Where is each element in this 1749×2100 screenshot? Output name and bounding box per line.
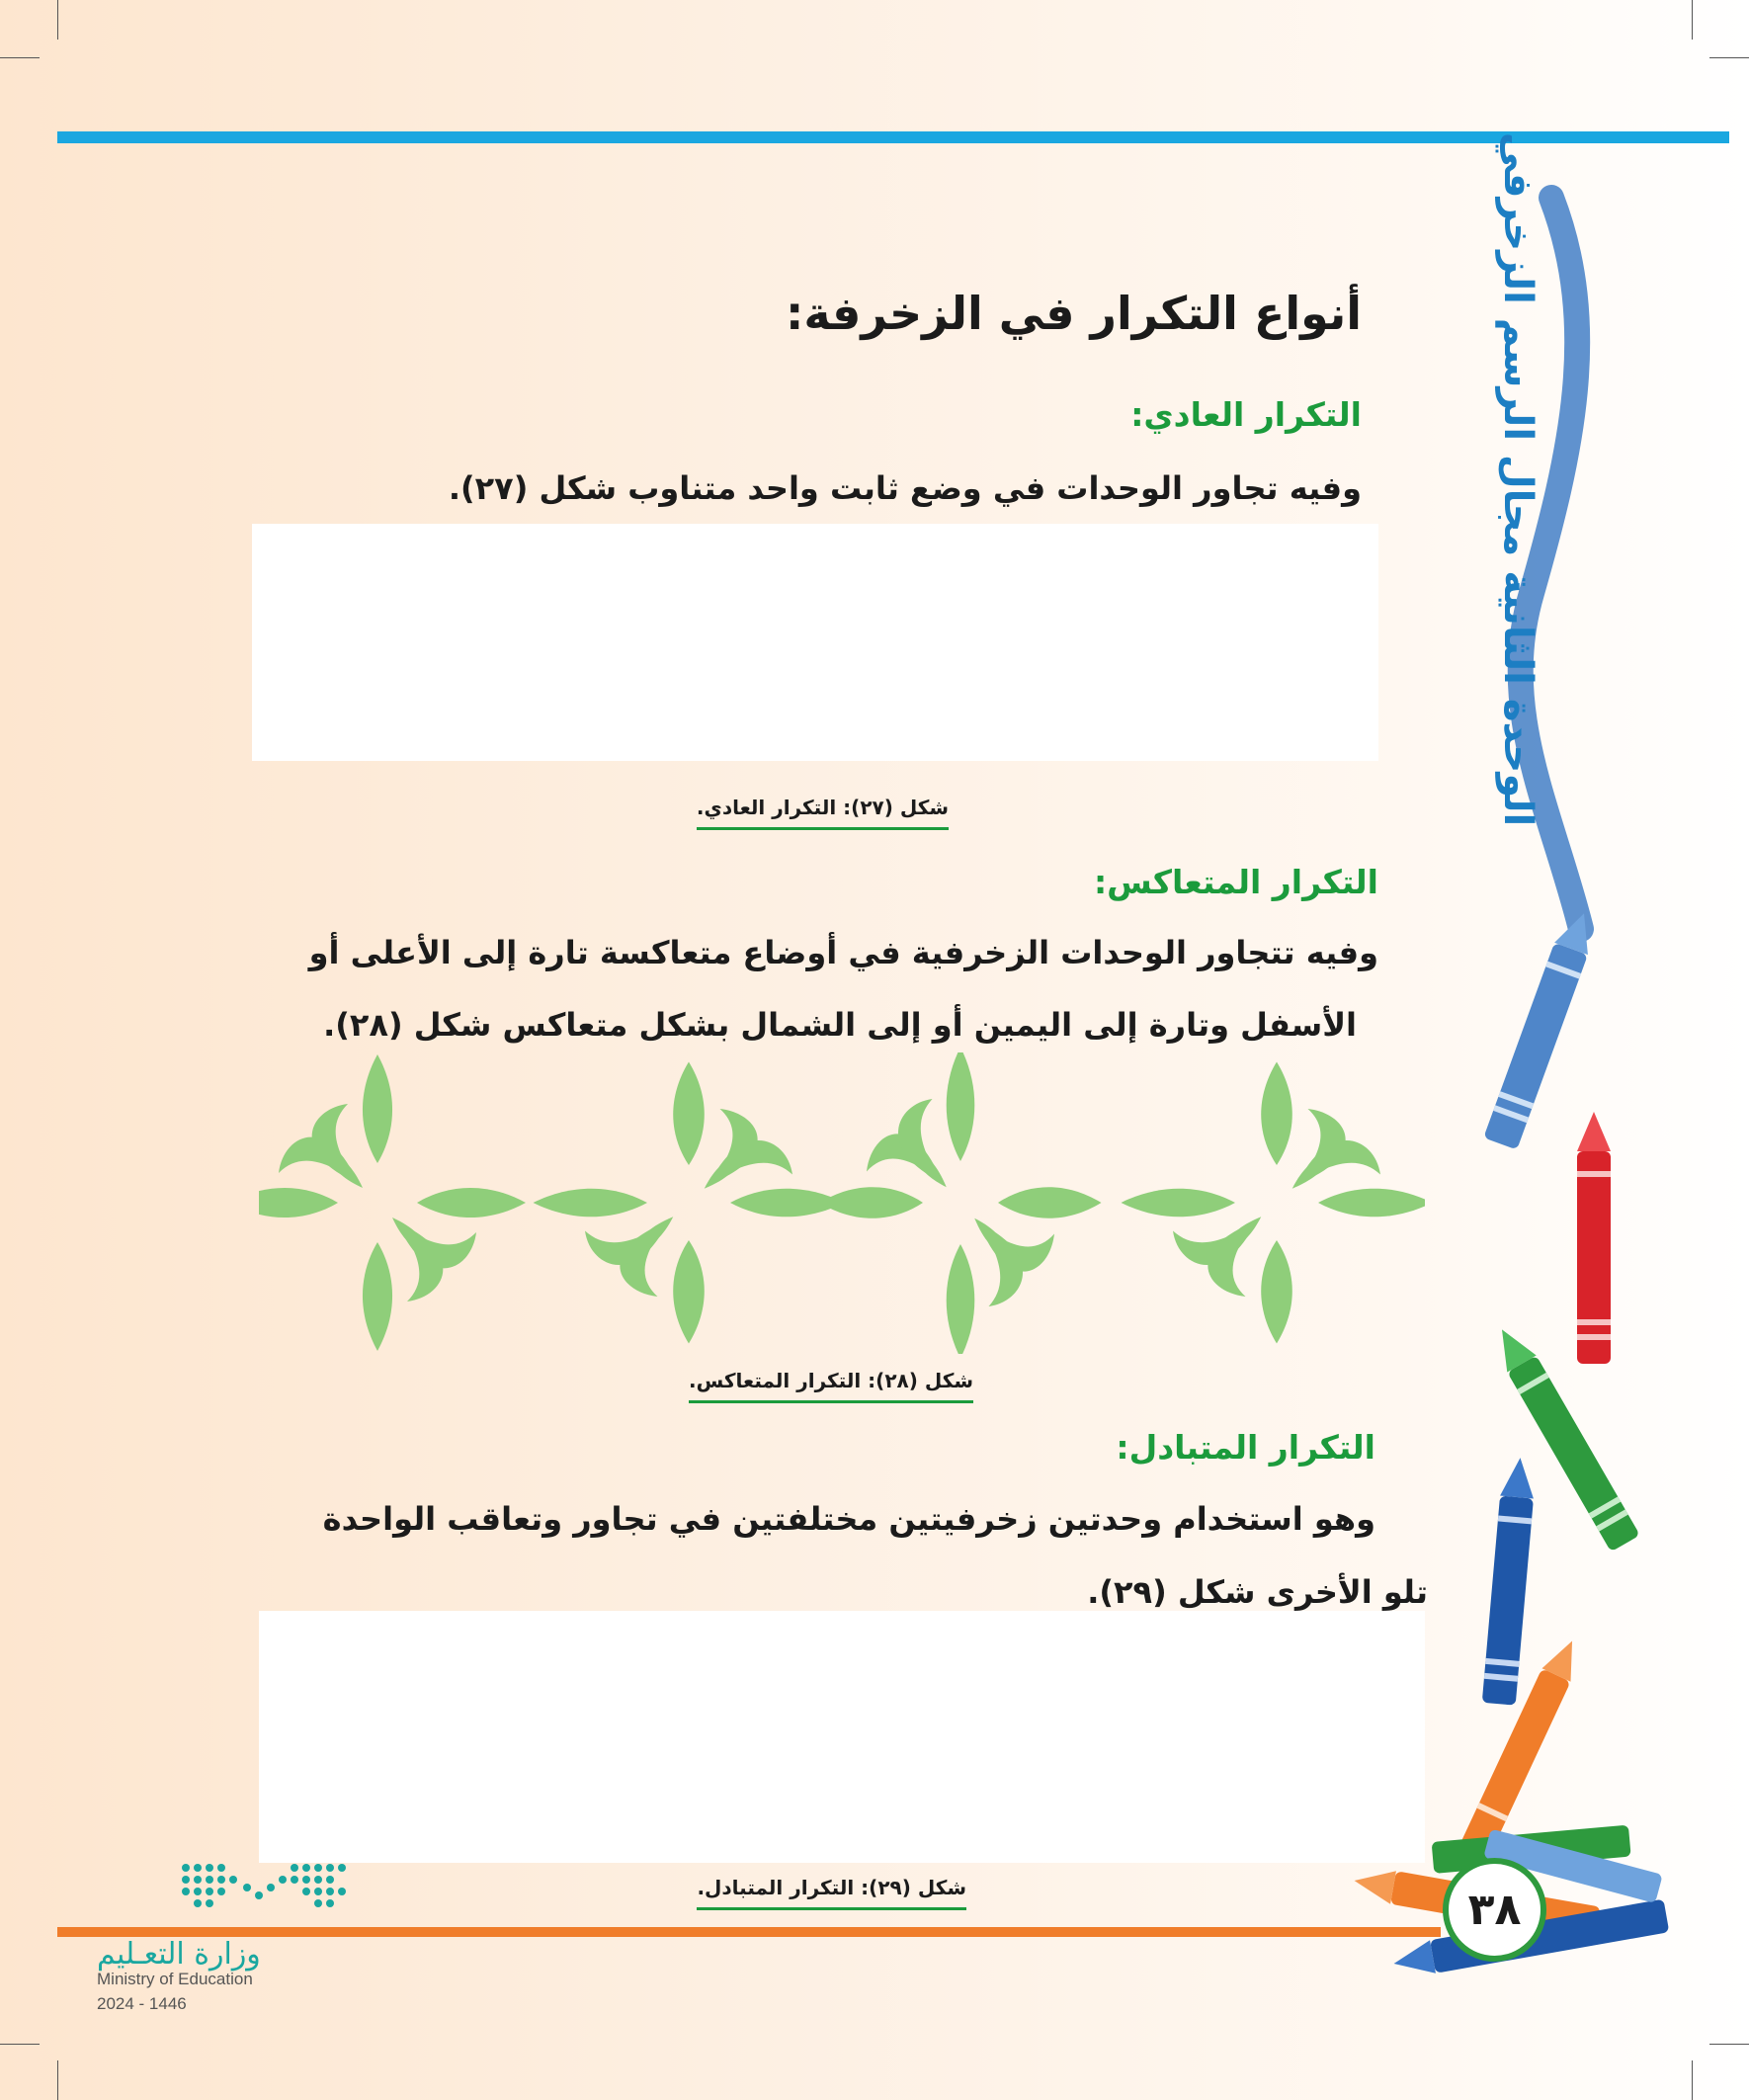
- regular-heading: التكرار العادي:: [1130, 395, 1362, 434]
- bottom-band: [57, 1927, 1441, 1937]
- crop-mark: [0, 57, 40, 58]
- figure-29-image: [259, 1611, 1425, 1863]
- crayon-icon: [1458, 1635, 1587, 1861]
- ornament-icon: [259, 1054, 526, 1351]
- crayon-icon: [1482, 1457, 1538, 1706]
- crop-mark: [1692, 0, 1693, 40]
- crop-mark: [57, 0, 58, 40]
- alternating-text-line1: وهو استخدام وحدتين زخرفيتين مختلفتين في تجاور وتعاقب الواحدة: [322, 1500, 1375, 1538]
- top-band: [57, 131, 1729, 143]
- ornament-icon: [820, 1052, 1102, 1354]
- ministry-name-arabic: وزارة التعـليم: [97, 1937, 261, 1972]
- crop-mark: [1709, 2044, 1749, 2045]
- ministry-year: 2024 - 1446: [97, 1994, 187, 2013]
- reverse-heading: التكرار المتعاكس:: [1093, 863, 1378, 901]
- crop-mark: [57, 2060, 58, 2100]
- unit-title-vertical: [1472, 131, 1563, 827]
- crop-mark: [0, 2044, 40, 2045]
- figure-28-image: [259, 1052, 1425, 1354]
- alternating-text-line2: تلو الأخرى شكل (٢٩).: [1087, 1573, 1428, 1611]
- crop-mark: [1709, 57, 1749, 58]
- reverse-text-line2: الأسفل وتارة إلى اليمين أو إلى الشمال بشكل متعاكس شكل (٢٨).: [323, 1006, 1357, 1044]
- reverse-text-line1: وفيه تتجاور الوحدات الزخرفية في أوضاع متعاكسة تارة إلى الأعلى أو: [308, 934, 1378, 971]
- figure-27-image: [252, 524, 1378, 761]
- page-number: ٣٨: [1443, 1858, 1546, 1962]
- alternating-heading: التكرار المتبادل:: [1116, 1428, 1375, 1467]
- section-title: أنواع التكرار في الزخرفة:: [785, 287, 1362, 340]
- regular-text: وفيه تجاور الوحدات في وضع ثابت واحد متناوب شكل (٢٧).: [448, 469, 1362, 507]
- ornament-icon: [534, 1062, 845, 1344]
- ministry-name-english: Ministry of Education: [97, 1970, 253, 1988]
- unit-title-text: الوحدة الثانية مجال الرسم الزخرفي: [1495, 131, 1541, 827]
- figure-27-caption: شكل (٢٧): التكرار العادي.: [697, 796, 949, 830]
- ministry-logo-icon: [178, 1858, 351, 1917]
- figure-29-caption: شكل (٢٩): التكرار المتبادل.: [697, 1876, 966, 1910]
- crayon-icon: [1483, 907, 1601, 1149]
- crop-mark: [1692, 2060, 1693, 2100]
- ornament-icon: [1122, 1062, 1426, 1344]
- crayon-icon: [1577, 1112, 1611, 1364]
- figure-28-caption: شكل (٢٨): التكرار المتعاكس.: [689, 1369, 973, 1403]
